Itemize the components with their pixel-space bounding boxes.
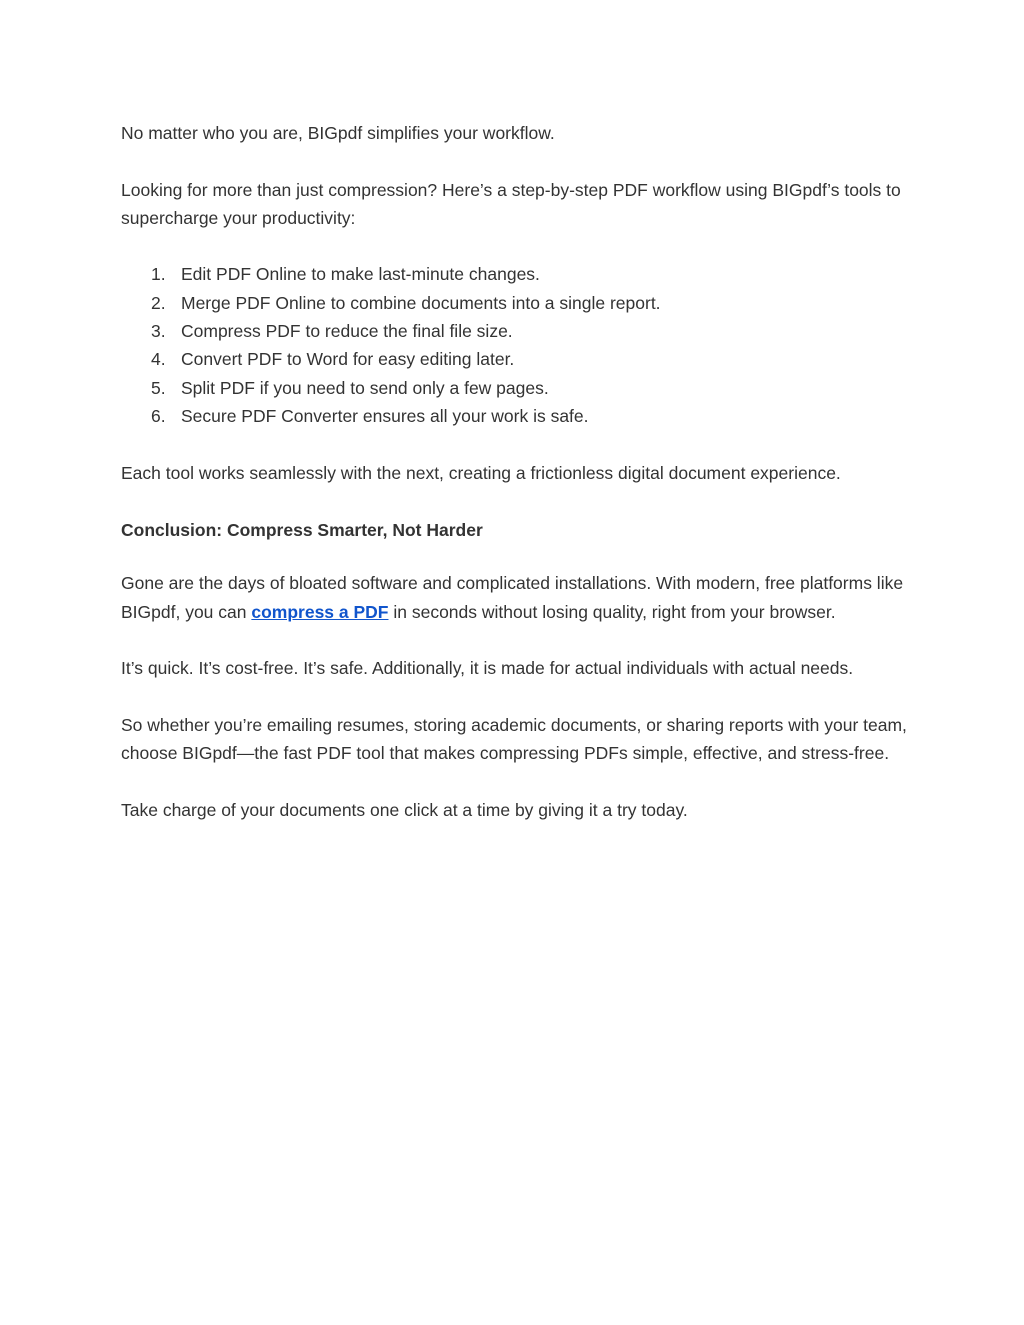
- list-item-text: Convert PDF to Word for easy editing later.: [181, 349, 515, 370]
- list-item-number: 6.: [151, 405, 166, 426]
- gone-text-before: Gone are the days of bloated software and complicated installations. With modern, free platforms like BIGpdf, you can: [121, 573, 904, 622]
- list-item-number: 2.: [151, 292, 166, 313]
- compress-pdf-link[interactable]: compress a PDF: [251, 601, 389, 622]
- list-item: [121, 402, 911, 430]
- seamless-paragraph: Each tool works seamlessly with the next, creating a frictionless digital document experience.: [121, 462, 841, 483]
- list-item-number: 5.: [151, 377, 166, 398]
- list-item-text: Merge PDF Online to combine documents into a single report.: [181, 292, 661, 313]
- list-item-number: 1.: [151, 264, 166, 285]
- closing-paragraph: Take charge of your documents one click at a time by giving it a try today.: [121, 799, 688, 820]
- whether-paragraph: So whether you’re emailing resumes, storing academic documents, or sharing reports with your team, choose BIGpdf—the fast PDF tool that makes compressing PDFs simple, effective, and stress-free.: [121, 714, 907, 764]
- list-item: [121, 317, 911, 345]
- list-item-number: 3.: [151, 321, 166, 342]
- workflow-steps-list: [121, 260, 911, 430]
- list-item: [121, 345, 911, 373]
- gone-paragraph: [121, 569, 911, 626]
- gone-text-after: in seconds without losing quality, right from your browser.: [388, 601, 836, 622]
- list-item-text: Split PDF if you need to send only a few pages.: [181, 377, 549, 398]
- list-item: [121, 374, 911, 402]
- list-item: [121, 260, 911, 288]
- conclusion-heading: Conclusion: Compress Smarter, Not Harder: [121, 520, 483, 541]
- document-page: [121, 119, 911, 824]
- list-item: [121, 289, 911, 317]
- workflow-intro-paragraph: Looking for more than just compression? Here’s a step-by-step PDF workflow using BIGpdf’s tools to supercharge your productivity:: [121, 179, 901, 228]
- list-item-text: Edit PDF Online to make last-minute changes.: [181, 264, 540, 285]
- list-item-text: Secure PDF Converter ensures all your work is safe.: [181, 405, 589, 426]
- list-item-number: 4.: [151, 349, 166, 370]
- intro-paragraph: No matter who you are, BIGpdf simplifies your workflow.: [121, 123, 555, 143]
- quick-paragraph: It’s quick. It’s cost-free. It’s safe. Additionally, it is made for actual individuals with actual needs.: [121, 658, 854, 679]
- list-item-text: Compress PDF to reduce the final file size.: [181, 321, 513, 342]
